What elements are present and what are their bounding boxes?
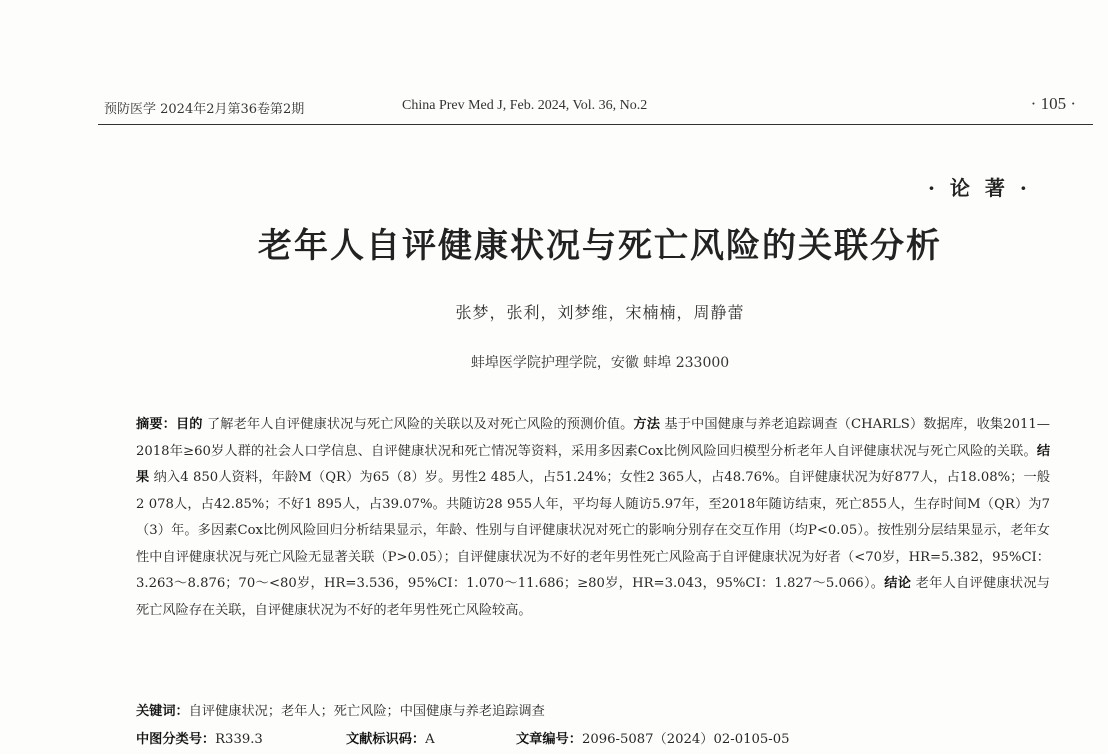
clc-label: 中图分类号： bbox=[136, 732, 216, 747]
journal-name-chinese: 预防医学 2024年2月第36卷第2期 bbox=[104, 102, 305, 117]
methods-text: 基于中国健康与养老追踪调查（CHARLS）数据库，收集2011—2018年≥60岁人群的社会人口学信息、自评健康状况和死亡情况等资料，采用多因素Cox比例风险回归模型分析老年人自评健康状况与死亡风险的关联。 bbox=[136, 417, 1050, 459]
methods-label: 方法 bbox=[633, 417, 661, 432]
keywords bbox=[136, 700, 1050, 719]
document-code-value: A bbox=[425, 732, 435, 747]
author-affiliation: 蚌埠医学院护理学院，安徽 蚌埠 233000 bbox=[470, 355, 730, 371]
conclusion-text: 老年人自评健康状况与死亡风险存在关联，自评健康状况为不好的老年男性死亡风险较高。 bbox=[136, 576, 1050, 618]
objective-label: 目的 bbox=[175, 417, 203, 432]
document-code bbox=[346, 728, 435, 747]
article-title: 老年人自评健康状况与死亡风险的关联分析 bbox=[258, 226, 942, 266]
article-number-value: 2096-5087（2024）02-0105-05 bbox=[581, 732, 790, 747]
page-number: · 105 · bbox=[1030, 94, 1076, 113]
document-code-label: 文献标识码： bbox=[346, 732, 426, 747]
header-divider bbox=[98, 124, 1093, 125]
keywords-text: 自评健康状况；老年人；死亡风险；中国健康与养老追踪调查 bbox=[188, 704, 545, 719]
clc-value: R339.3 bbox=[215, 732, 263, 747]
running-header bbox=[104, 94, 1094, 120]
author-list: 张梦，张利，刘梦维，宋楠楠，周静蕾 bbox=[455, 303, 745, 322]
section-label: · 论 著 · bbox=[928, 176, 1031, 200]
journal-name-english: China Prev Med J, Feb. 2024, Vol. 36, No.2 bbox=[402, 98, 648, 113]
abstract-label: 摘要： bbox=[136, 417, 176, 432]
objective-text: 了解老年人自评健康状况与死亡风险的关联以及对死亡风险的预测价值。 bbox=[202, 417, 634, 432]
abstract bbox=[136, 412, 1050, 624]
clc-number bbox=[136, 728, 263, 747]
keywords-label: 关键词： bbox=[136, 704, 189, 719]
results-text: 纳入4 850人资料，年龄M（QR）为65（8）岁。男性2 485人，占51.24%；女性2 365人，占48.76%。自评健康状况为好877人，占18.08%；一般2 078人，占42.85%；不好1 895人，占39.07%。共随访28 955人年，平均每人随访5.97年，至2018年随访结束，死亡855人，生存时间M（QR）为7（3）年。多因素Cox比例风险回归分析结果显示，年龄、性别与自评健康状况对死亡的影响分别存在交互作用（均P<0.05）。按性别分层结果显示，老年女性中自评健康状况与死亡风险无显著关联（P>0.05）；自评健康状况为不好的老年男性死亡风险高于自评健康状况为好者（<70岁，HR=5.382，95%CI：3.263～8.876；70～<80岁，HR=3.536，95%CI：1.070～11.686；≥80岁，HR=3.043，95%CI：1.827～5.066）。 bbox=[136, 470, 1051, 591]
results-label: 结果 bbox=[136, 443, 1050, 485]
article-number bbox=[516, 728, 790, 747]
conclusion-label: 结论 bbox=[884, 576, 912, 591]
article-number-label: 文章编号： bbox=[516, 732, 582, 747]
